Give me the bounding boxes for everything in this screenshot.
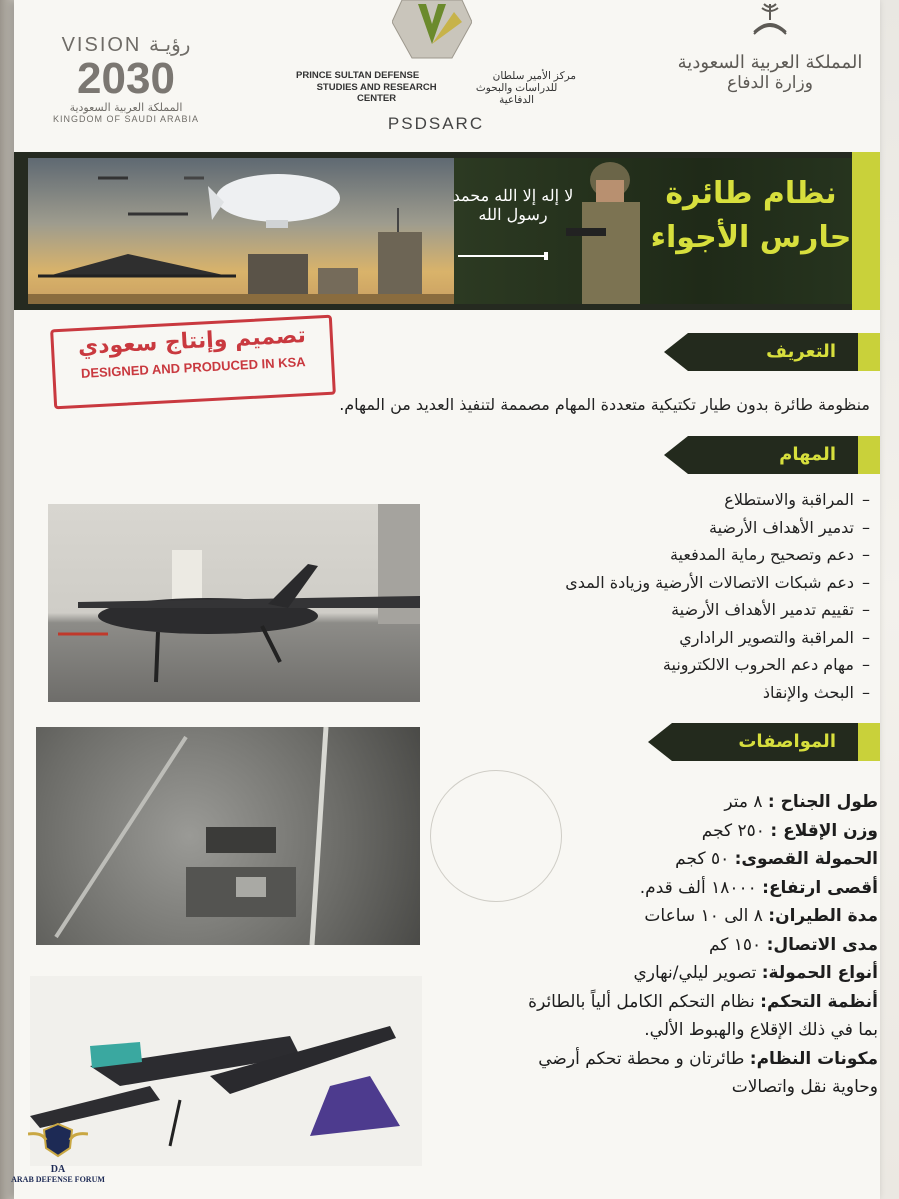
list-item: –تدمير الأهداف الأرضية	[709, 517, 870, 537]
ministry-country: المملكة العربية السعودية	[677, 52, 863, 73]
swords-palm-emblem-icon	[748, 2, 792, 38]
drone-icon	[48, 504, 420, 702]
spec-row: وزن الإقلاع : ٢٥٠ كجم	[701, 820, 878, 841]
center-ar-line2: للدراسات والبحوث الدفاعية	[475, 82, 558, 106]
psdsarc-emblem-icon	[392, 0, 472, 60]
list-item: –البحث والإنقاذ	[762, 682, 870, 702]
spec-row: طول الجناح : ٨ متر	[724, 792, 878, 812]
center-ar-line1: مركز الأمير سلطان	[492, 70, 576, 82]
missions-list	[440, 486, 870, 706]
watermark-line2: ARAB DEFENSE FORUM	[11, 1175, 105, 1184]
center-acronym: PSDSARC	[387, 114, 485, 133]
shield-wings-icon	[28, 1120, 88, 1160]
definition-heading: التعريف	[688, 333, 858, 371]
aircraft-scene-icon	[28, 158, 456, 304]
spec-row: مكونات النظام: طائرتان و محطة تحكم أرضي	[538, 1048, 878, 1069]
banner-title	[640, 172, 862, 260]
definition-text: منظومة طائرة بدون طيار تكتيكية متعددة المهام مصممة لتنفيذ العديد من المهام.	[339, 395, 870, 414]
spec-row: أنظمة التحكم: نظام التحكم الكامل ألياً بالطائرة	[528, 991, 878, 1012]
spec-row: مدة الطيران: ٨ الى ١٠ ساعات	[644, 906, 878, 926]
drone-hangar-photo	[48, 504, 420, 702]
banner-title-line2: حارس الأجواء	[650, 220, 852, 255]
soldier-icon	[562, 158, 652, 304]
arab-defense-forum-watermark	[6, 1120, 110, 1184]
spec-row: أقصى ارتفاع: ١٨٠٠٠ ألف قدم.	[639, 877, 878, 898]
list-item: –المراقبة والاستطلاع	[724, 490, 870, 509]
spec-row: أنواع الحمولة: تصوير ليلي/نهاري	[633, 963, 878, 983]
vision-2030-logo	[46, 32, 206, 124]
stamp-arabic: تصميم وإنتاج سعودي	[77, 323, 307, 360]
psdsarc-title	[296, 70, 576, 134]
missions-heading: المهام	[688, 436, 858, 474]
list-item: –تقييم تدمير الأهداف الأرضية	[671, 600, 870, 619]
aircraft-scene-image	[28, 158, 456, 304]
hero-banner	[14, 152, 880, 310]
spec-row: وحاوية نقل واتصالات	[731, 1077, 878, 1097]
aerial-map-icon	[36, 727, 420, 945]
banner-accent-strip	[852, 152, 880, 310]
vision-top-text: VISION رؤيـة	[61, 34, 191, 56]
vision-english: KINGDOM OF SAUDI ARABIA	[52, 114, 200, 124]
ministry-name: وزارة الدفاع	[727, 73, 813, 93]
center-en-line2: STUDIES AND RESEARCH CENTER	[316, 82, 437, 104]
vision-arabic: المملكة العربية السعودية	[69, 101, 183, 114]
banner-title-line1: نظام طائرة	[665, 176, 837, 211]
shahada-calligraphy: لا إله إلا الله محمد رسول الله	[452, 186, 574, 224]
list-item: –دعم شبكات الاتصالات الأرضية وزيادة المدى	[565, 572, 870, 592]
specs-list	[430, 788, 878, 1102]
list-item: –دعم وتصحيح رماية المدفعية	[669, 545, 870, 564]
list-item: –مهام دعم الحروب الالكترونية	[662, 655, 870, 674]
watermark-line1: DA	[50, 1164, 66, 1175]
ministry-logo	[670, 2, 870, 93]
stamp-english: DESIGNED AND PRODUCED IN KSA	[80, 354, 306, 381]
spec-row: الحمولة القصوى: ٥٠ كجم	[675, 849, 878, 869]
list-item: –المراقبة والتصوير الراداري	[679, 627, 870, 647]
specs-heading: المواصفات	[672, 723, 858, 761]
spec-row: مدى الاتصال: ١٥٠ كم	[708, 934, 878, 955]
vision-number: 2030	[77, 54, 175, 103]
sword-icon	[458, 250, 558, 262]
spec-row: بما في ذلك الإقلاع والهبوط الألي.	[644, 1020, 878, 1040]
aerial-surveillance-photo	[36, 727, 420, 945]
center-en-line1: PRINCE SULTAN DEFENSE	[296, 70, 420, 81]
